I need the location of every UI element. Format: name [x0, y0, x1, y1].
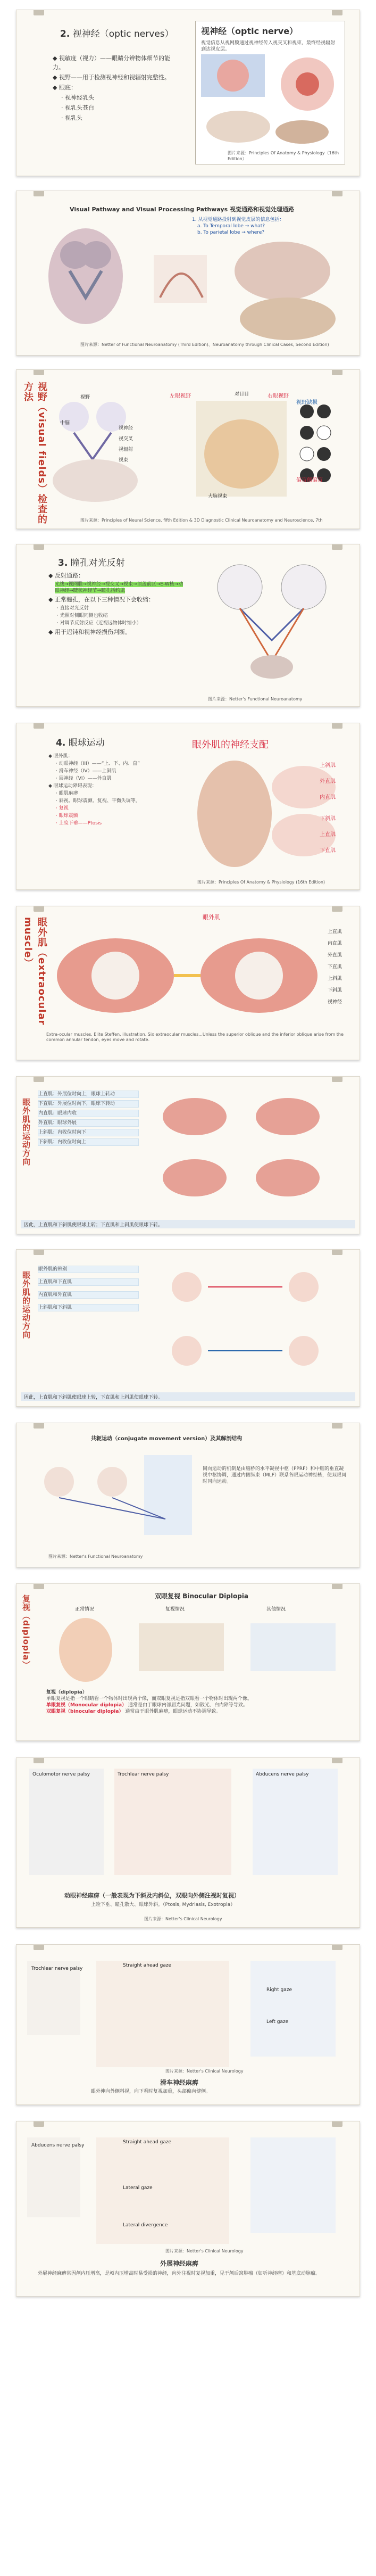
label-hemianopia: 偏盲侧偏盲 — [296, 477, 323, 483]
slide-visual-fields — [16, 369, 360, 529]
pin-decoration — [332, 723, 342, 729]
source-caption: 图片来源：Netter's Functional Neuroanatomy — [208, 697, 303, 701]
footer-note: 因此，上直肌和下斜肌使眼球上转；下直肌和上斜肌使眼球下转。 — [21, 1220, 355, 1228]
bullet-list: ◆ 反射通路： 光线→视网膜→视神经→视交叉→视束→顶盖前区→E-W核→动眼神经→睫状神经节→瞳孔括约肌 ◆ 正常瞳孔，在以下三种情况下会收缩： · 直接对光反射 · 光照对侧眼同侧也收缩 · 对调节反射反应（近视远物体时缩小） ◆ 用于迟钝和视神经损伤判断。 — [48, 572, 183, 635]
pin-decoration — [34, 10, 44, 15]
label-radiation: 视辐射 — [119, 447, 133, 452]
bullet-list: ◆ 视敏度（视力）——眼睛分辨物体细节的能力。 ◆ 视野——用于检测视神经和视辐射完整性。 ◆ 眼底： · 视神经乳头 · 视乳头苍白 · 视乳头 — [53, 55, 170, 121]
section-heading: 动眼神经麻痹（一般表现为下斜及内斜位，双眼向外侧注视时复视） — [64, 1892, 240, 1899]
panel-text: 视觉信息从视网膜通过视神经传入视交叉和视束，最终经视辐射到达视皮层。 — [201, 40, 336, 52]
pin-decoration — [34, 1249, 44, 1255]
slide-title: 3. 瞳孔对光反射 — [58, 558, 125, 568]
source-caption: 图片来源：Netter's Clinical Neurology — [165, 2069, 244, 2074]
pin-decoration — [34, 906, 44, 912]
gaze-label: Left gaze — [266, 2019, 289, 2025]
section-note: 外展神经麻痹常因颅内压增高，是颅内压增高时易受损的神经，向外注视时复视加重，见于颅后窝肿瘤（如听神经瘤）和基底动脉瘤。 — [38, 2271, 321, 2276]
vertical-section-label: 眼外肌的运动方向 — [21, 1271, 31, 1339]
palsy-label: Abducens nerve palsy — [256, 1772, 309, 1777]
trochlear-palsy-diagram — [27, 1955, 346, 2073]
section-note: 上睑下垂、瞳孔散大、眼球外斜。（Ptosis, Mydriasis, Exotropia） — [91, 1902, 236, 1908]
slide-title: 4. 眼球运动 — [56, 738, 105, 748]
pin-decoration — [34, 1944, 44, 1950]
slide-header: 眼外肌的神经支配 — [192, 739, 269, 750]
gaze-label: Lateral divergence — [123, 2223, 168, 2228]
abducens-palsy-diagram — [27, 2132, 346, 2249]
label-center: 对目目 — [235, 392, 249, 397]
muscle-label: 下斜肌 — [320, 816, 336, 822]
palsy-label: Oculomotor nerve palsy — [32, 1772, 90, 1777]
pupillary-pathway-diagram — [192, 555, 352, 688]
label-right-field: 右眼视野 — [268, 393, 289, 399]
brain-nerve-diagram — [192, 755, 341, 872]
pin-decoration — [34, 544, 44, 550]
section-title: 外展神经麻痹 — [160, 2260, 199, 2267]
muscle-label: 下直肌 — [320, 848, 336, 854]
palsy-label: Trochlear nerve palsy — [118, 1772, 169, 1777]
vertical-section-label: 复视（diplopia） — [21, 1595, 31, 1670]
muscle-label: 上直肌 — [328, 929, 342, 935]
label-chiasm: 视交叉 — [119, 436, 133, 442]
muscle-label: 上斜肌 — [328, 976, 342, 981]
muscle-label: 上斜肌 — [320, 763, 336, 769]
label-field: 视野 — [80, 395, 90, 400]
label-midbrain: 中脑 — [60, 420, 70, 426]
pin-decoration — [34, 1583, 44, 1589]
pin-decoration — [332, 1944, 342, 1950]
muscle-label: 内直肌 — [320, 795, 336, 800]
pin-decoration — [332, 10, 342, 15]
panel-title: 视神经（optic nerve） — [201, 26, 298, 36]
label-optic-nerve: 视神经 — [119, 426, 133, 431]
diplopia-illustration — [48, 1613, 346, 1687]
gaze-label: Right gaze — [266, 1987, 293, 1993]
source-caption: 图片来源：Netter's Clinical Neurology — [144, 1917, 222, 1921]
label-left-field: 左眼视野 — [170, 393, 191, 399]
muscle-label: 外直肌 — [328, 953, 342, 958]
pin-decoration — [332, 1423, 342, 1429]
gaze-label: Straight ahead gaze — [123, 2140, 172, 2145]
direction-list: 上直肌：外展位时向上，眼球上转动 下直肌：外展位时向下，眼球下转动 内直肌：眼球内收 外直肌：眼球外展 上斜肌：内收位时向下 下斜肌：内收位时向上 — [38, 1091, 139, 1148]
slide-muscle-direction-2 — [16, 1249, 360, 1407]
section-note: 眼外伸向外侧斜视，向下看时复视加重，头部偏向健侧。 — [91, 2089, 211, 2094]
footer-note: 因此，上直肌和下斜肌使眼球上转，下直肌和上斜肌使眼球下转。 — [21, 1392, 355, 1401]
muscle-action-diagram — [144, 1087, 352, 1210]
panel-label: 正常情况 — [75, 1607, 95, 1612]
visual-field-diagram — [42, 390, 356, 507]
pin-decoration — [34, 2121, 44, 2127]
slide-visual-pathway — [16, 191, 360, 356]
source-caption: 图片来源：Principles of Neural Science, fifth Edition & 3D Diagnostic Clinical Neuroanatomy and Neuroscience, 7th — [80, 518, 323, 523]
pin-decoration — [34, 369, 44, 375]
palsy-comparison-diagram — [29, 1769, 348, 1886]
source-caption: 图片来源：Netter's Functional Neuroanatomy — [48, 1554, 143, 1559]
eye-anatomy-diagram — [196, 52, 345, 148]
optic-nerve-panel — [195, 21, 345, 164]
panel-label: 复视情况 — [165, 1607, 185, 1612]
slide-oculomotor-palsy — [16, 1757, 360, 1928]
label-defect: 视野缺损 — [296, 400, 317, 406]
pin-decoration — [332, 2121, 342, 2127]
pin-decoration — [34, 191, 44, 196]
muscle-label: 下直肌 — [328, 964, 342, 970]
slide-conjugate-movement — [16, 1423, 360, 1567]
vertical-section-label: 视野（visual fields）检查的方法 — [22, 382, 47, 524]
label-brain-tract: 大脑视束 — [208, 494, 228, 499]
palsy-label: Abducens nerve palsy — [31, 2143, 85, 2148]
gaze-label: Lateral gaze — [123, 2185, 153, 2191]
vertical-section-label: 眼外肌（extraocular muscle） — [22, 917, 47, 1026]
source-caption: 图片来源：Netter of Functional Neuroanatomy (Third Edition)、Neuroanatomy through Clinical Cases, Second Edition) — [80, 342, 329, 347]
label-tract: 视束 — [119, 458, 129, 463]
pin-decoration — [34, 1076, 44, 1082]
eye-movement-diagram — [144, 1260, 352, 1383]
slide-title: 共轭运动（conjugate movement version）及其解剖结构 — [91, 1436, 243, 1442]
slide-extraocular-muscles — [16, 906, 360, 1060]
extraocular-muscle-diagram — [46, 922, 333, 1029]
slide-header: 眼外肌 — [203, 914, 220, 921]
vertical-section-label: 眼外肌的运动方向 — [21, 1098, 31, 1166]
visual-pathway-diagram — [16, 218, 360, 345]
source-caption: 图片来源：Principles Of Anatomy & Physiology (16th Edition) — [197, 880, 325, 885]
slide-trochlear-palsy — [16, 1944, 360, 2105]
direction-list: 眼外肌的辨别 上直肌和下直肌 内直肌和外直肌 上斜肌和下斜肌 — [38, 1266, 139, 1317]
bullet-list: ◆ 眼外肌： · 动眼神经（III）——“上、下、内、直” · 滑车神经（IV）——上斜肌 · 展神经（VI）——外直肌 ◆ 眼球运动障碍表现： · 眼肌麻痹 · 斜视、眼球震颤、复视、平衡失调等。 · 复视 · 眼球震颤 · 上睑下垂——Ptosis — [48, 754, 140, 826]
slide-eye-movement — [16, 723, 360, 890]
pin-decoration — [34, 1757, 44, 1763]
slide-optic-nerve — [16, 10, 360, 176]
source-caption: 图片来源：Principles Of Anatomy & Physiology（16th Edition） — [228, 151, 339, 161]
panel-label: 其他情况 — [266, 1607, 286, 1612]
conjugate-gaze-diagram — [38, 1444, 197, 1540]
pin-decoration — [332, 1249, 342, 1255]
section-title: 滑车神经麻痹 — [160, 2079, 199, 2086]
slide-abducens-palsy — [16, 2121, 360, 2297]
slide-diplopia — [16, 1583, 360, 1741]
question-list: 1. 从视觉通路投射到视觉皮层的信息包括： a. To Temporal lobe → what? b. To parietal lobe → where? — [192, 217, 285, 235]
slide-header: 双眼复视 Binocular Diplopia — [155, 1592, 249, 1600]
slide-muscle-direction-1 — [16, 1076, 360, 1234]
slide-title: Visual Pathway and Visual Processing Pathways 视觉通路和视觉处理通路 — [70, 206, 294, 213]
description-text: 同向运动的机制是由脑桥的水平凝视中枢（PPRF）和中脑的垂直凝视中枢协调，通过内侧纵束（MLF）联系各眼运动神经核，使双眼同时同向运动。 — [203, 1466, 346, 1484]
muscle-label: 内直肌 — [328, 941, 342, 946]
pin-decoration — [34, 1423, 44, 1429]
slide-pupillary-reflex — [16, 544, 360, 707]
pin-decoration — [332, 1583, 342, 1589]
palsy-label: Trochlear nerve palsy — [31, 1966, 83, 1971]
gaze-label: Straight ahead gaze — [123, 1963, 172, 1968]
muscle-label: 视神经 — [328, 1000, 342, 1005]
muscle-label: 外直肌 — [320, 779, 336, 785]
pin-decoration — [332, 1757, 342, 1763]
pin-decoration — [332, 906, 342, 912]
pin-decoration — [332, 191, 342, 196]
pin-decoration — [332, 544, 342, 550]
muscle-label: 上直肌 — [320, 832, 336, 838]
pin-decoration — [332, 1076, 342, 1082]
figure-caption: Extra-ocular muscles. Elite Steffen, illustration. Six extraocular muscles...Unless the superior oblique and the inferior oblique arise from the common annular tendon, eyes move and rotate. — [46, 1032, 344, 1042]
source-caption: 图片来源：Netter's Clinical Neurology — [165, 2249, 244, 2253]
muscle-label: 下斜肌 — [328, 988, 342, 993]
slide-title: 2. 视神经（optic nerves） — [60, 29, 174, 39]
pin-decoration — [34, 723, 44, 729]
diplopia-text: 复视（diplopia） 单眼复视是指一个眼睛看一个物体时出现两个像，而双眼复视是指双眼看一个物体时出现两个像。 单眼复视（Monocular diplopia） 通常是由于眼球内部屈光问题，如散光、白内障等导致。 双眼复视（binocular diplopia） 通常由于眼外肌麻痹，眼球运动不协调导致。 — [46, 1690, 253, 1714]
pin-decoration — [332, 369, 342, 375]
